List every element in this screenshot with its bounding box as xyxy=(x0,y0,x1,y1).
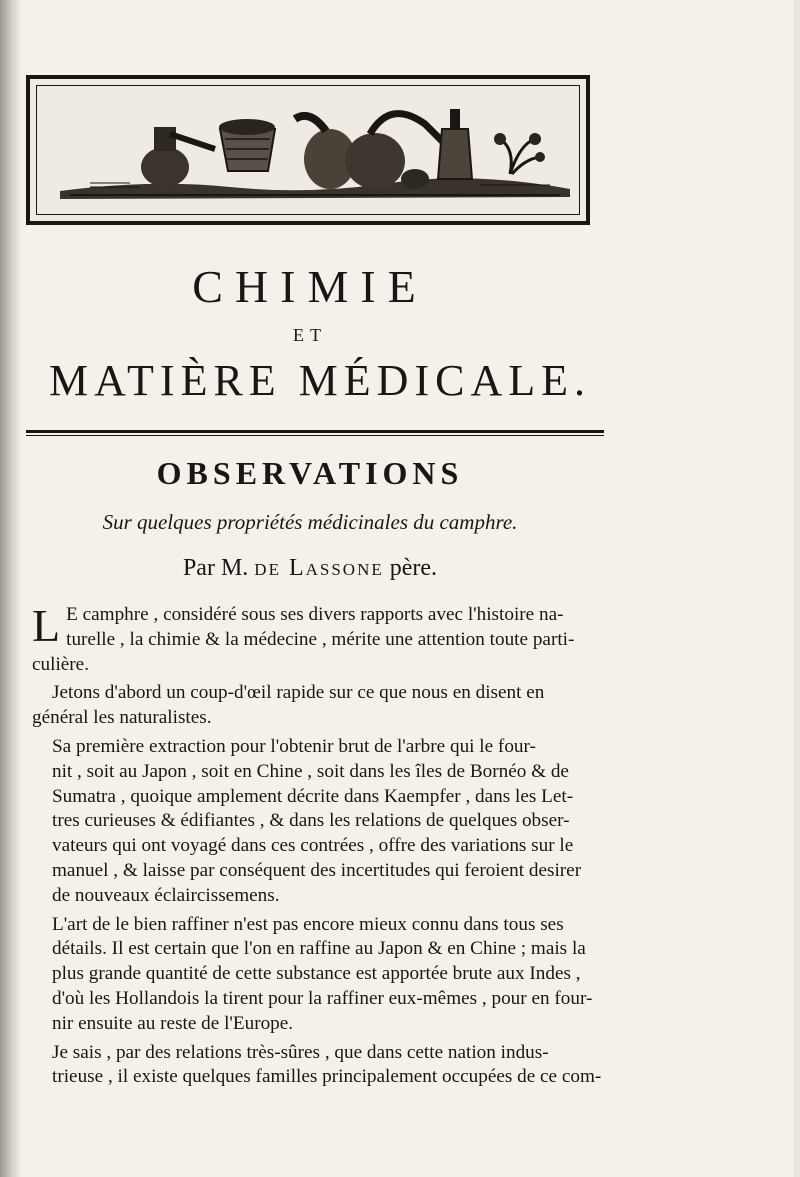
article-subtitle: Sur quelques propriétés médicinales du camphre. xyxy=(102,510,518,534)
drop-cap: L xyxy=(32,600,61,651)
text-line: turelle , la chimie & la médecine , mérite une attention toute parti- xyxy=(66,628,575,650)
chemistry-apparatus-engraving-icon xyxy=(30,79,586,221)
text-line: manuel , & laisse par conséquent des incertitudes qui feroient desirer xyxy=(52,859,582,881)
text-line: de nouveaux éclaircissemens. xyxy=(52,884,280,906)
text-line: détails. Il est certain que l'on en raffine au Japon & en Chine ; mais la xyxy=(52,938,586,960)
text-line: plus grande quantité de cette substance est apportée brute aux Indes , xyxy=(52,963,581,985)
text-line: général les naturalistes. xyxy=(32,707,212,729)
text-line: culière. xyxy=(32,653,89,675)
text-line: Je sais , par des relations très-sûres , que dans cette nation indus- xyxy=(52,1041,549,1063)
article-body xyxy=(32,600,610,1094)
text-line: tres curieuses & édifiantes , & dans les relations de quelques obser- xyxy=(52,810,570,832)
paragraph xyxy=(32,735,610,909)
text-line: Sumatra , quoique amplement décrite dans Kaempfer , dans les Let- xyxy=(52,785,574,807)
author-line xyxy=(0,555,620,582)
text-line: E camphre , considéré sous ses divers rapports avec l'histoire na- xyxy=(66,604,564,625)
divider-rule-thin xyxy=(26,435,604,436)
article-title: OBSERVATIONS xyxy=(156,455,464,491)
page-edge xyxy=(794,0,800,1177)
paragraph xyxy=(32,913,610,1037)
paragraph xyxy=(32,600,610,677)
author-suffix: père. xyxy=(389,555,438,581)
divider-rule xyxy=(26,430,604,433)
text-line: nit , soit au Japon , soit en Chine , soit dans les îles de Bornéo & de xyxy=(52,760,569,782)
section-subtitle: MATIÈRE MÉDICALE. xyxy=(49,356,591,405)
text-line: nir ensuite au reste de l'Europe. xyxy=(52,1012,294,1034)
paragraph xyxy=(32,681,610,731)
text-line: trieuse , il existe quelques familles principalement occupées de ce com- xyxy=(52,1066,602,1088)
text-line: Jetons d'abord un coup-d'œil rapide sur ce que nous en disent en xyxy=(52,682,545,704)
book-spine-shadow xyxy=(0,0,22,1177)
text-line: L'art de le bien raffiner n'est pas encore mieux connu dans tous ses xyxy=(52,913,564,935)
author-name: de Lassone xyxy=(254,555,384,581)
text-line: Sa première extraction pour l'obtenir brut de l'arbre qui le four- xyxy=(52,735,536,757)
section-title: CHIMIE xyxy=(192,261,428,312)
paragraph xyxy=(32,1041,610,1091)
section-conjunction: ET xyxy=(293,325,327,345)
author-prefix: Par M. xyxy=(182,555,249,581)
header-vignette xyxy=(26,75,590,225)
text-line: vateurs qui ont voyagé dans ces contrées , offre des variations sur le xyxy=(52,835,574,857)
text-line: d'où les Hollandois la tirent pour la raffiner eux-mêmes , pour en four- xyxy=(52,987,593,1009)
